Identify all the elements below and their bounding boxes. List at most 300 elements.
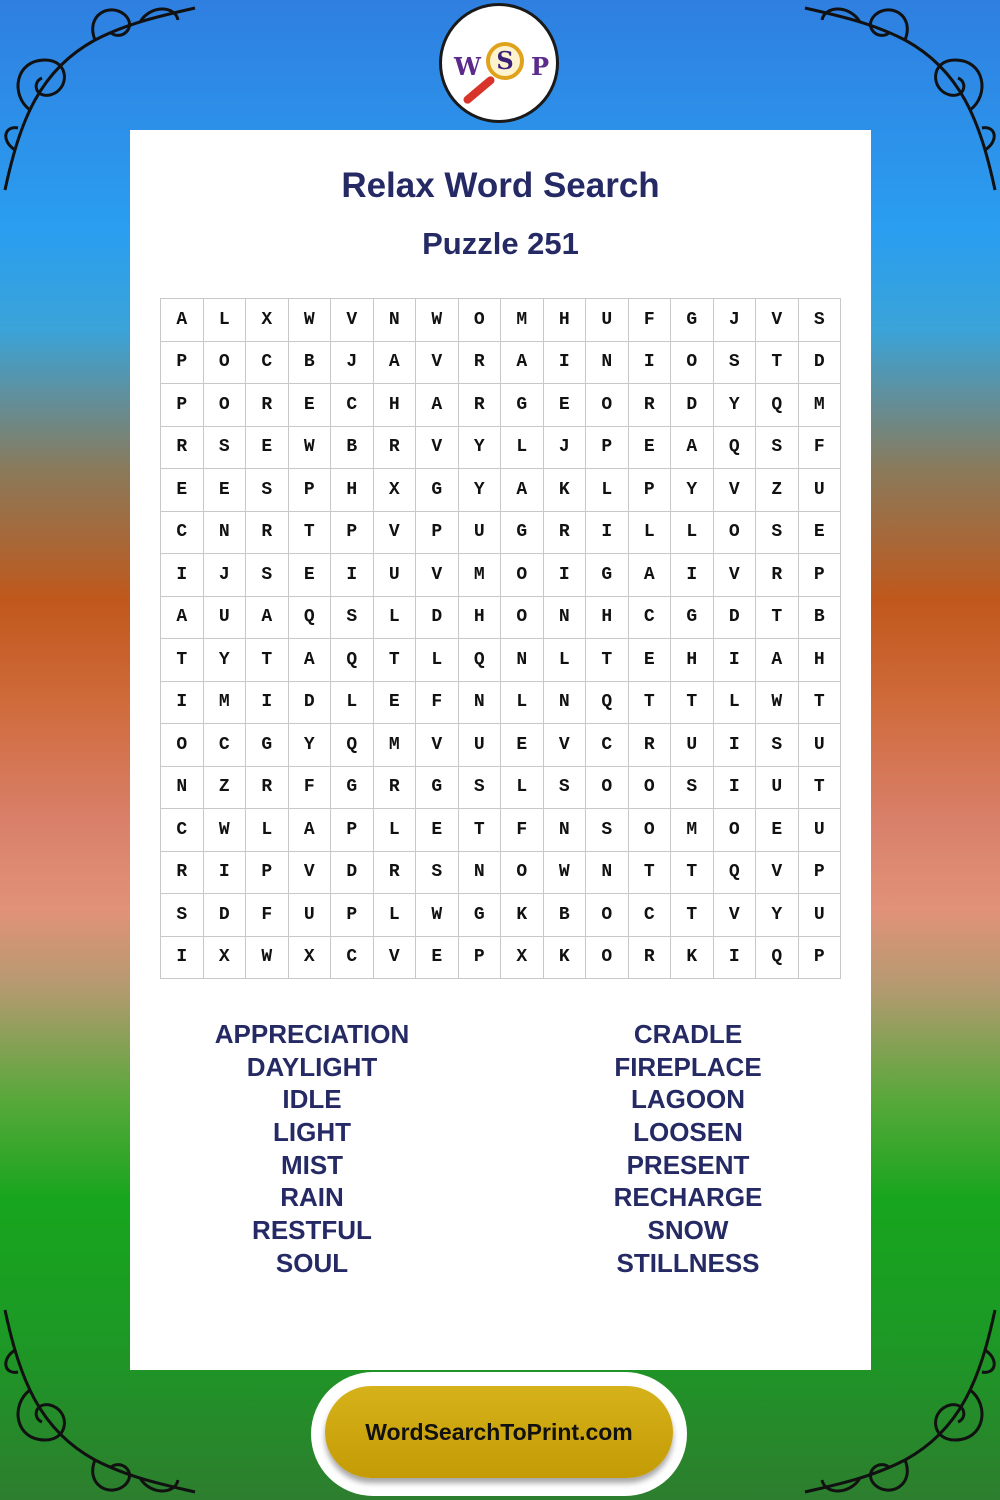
grid-cell[interactable]: R bbox=[246, 511, 289, 554]
grid-cell[interactable]: E bbox=[161, 469, 204, 512]
grid-cell[interactable]: Y bbox=[458, 426, 501, 469]
grid-cell[interactable]: R bbox=[628, 724, 671, 767]
grid-cell[interactable]: T bbox=[671, 894, 714, 937]
grid-cell[interactable]: L bbox=[373, 596, 416, 639]
grid-cell[interactable]: P bbox=[458, 936, 501, 979]
grid-cell[interactable]: Y bbox=[756, 894, 799, 937]
grid-cell[interactable]: J bbox=[713, 299, 756, 342]
grid-row bbox=[161, 511, 841, 554]
grid-cell[interactable]: L bbox=[246, 809, 289, 852]
grid-cell[interactable]: Z bbox=[203, 766, 246, 809]
grid-cell[interactable]: U bbox=[288, 894, 331, 937]
grid-cell[interactable]: H bbox=[543, 299, 586, 342]
grid-cell[interactable]: P bbox=[628, 469, 671, 512]
grid-cell[interactable]: Q bbox=[331, 639, 374, 682]
wsp-logo bbox=[439, 3, 559, 123]
word-list-item: LOOSEN bbox=[633, 1117, 743, 1148]
grid-cell[interactable]: R bbox=[628, 384, 671, 427]
grid-cell[interactable]: Y bbox=[671, 469, 714, 512]
grid-cell[interactable]: S bbox=[203, 426, 246, 469]
grid-cell[interactable]: B bbox=[331, 426, 374, 469]
grid-cell[interactable]: F bbox=[416, 681, 459, 724]
grid-cell[interactable]: I bbox=[331, 554, 374, 597]
grid-cell[interactable]: V bbox=[713, 554, 756, 597]
grid-row bbox=[161, 936, 841, 979]
grid-cell[interactable]: C bbox=[628, 894, 671, 937]
grid-cell[interactable]: P bbox=[798, 851, 841, 894]
word-list-item: SNOW bbox=[647, 1215, 729, 1246]
grid-cell[interactable]: I bbox=[161, 554, 204, 597]
grid-cell[interactable]: K bbox=[543, 469, 586, 512]
grid-cell[interactable]: U bbox=[756, 766, 799, 809]
grid-cell[interactable]: S bbox=[756, 511, 799, 554]
word-list-left bbox=[162, 1018, 462, 1280]
grid-cell[interactable]: M bbox=[671, 809, 714, 852]
grid-cell[interactable]: R bbox=[628, 936, 671, 979]
grid-cell[interactable]: O bbox=[586, 384, 629, 427]
grid-cell[interactable]: Q bbox=[586, 681, 629, 724]
grid-cell[interactable]: W bbox=[203, 809, 246, 852]
grid-cell[interactable]: T bbox=[798, 766, 841, 809]
grid-cell[interactable]: I bbox=[628, 341, 671, 384]
grid-cell[interactable]: H bbox=[671, 639, 714, 682]
grid-cell[interactable]: R bbox=[246, 384, 289, 427]
grid-cell[interactable]: D bbox=[416, 596, 459, 639]
grid-cell[interactable]: X bbox=[501, 936, 544, 979]
grid-cell[interactable]: L bbox=[713, 681, 756, 724]
grid-cell[interactable]: U bbox=[798, 894, 841, 937]
grid-cell[interactable]: W bbox=[543, 851, 586, 894]
grid-cell[interactable]: N bbox=[543, 809, 586, 852]
logo-letter-w: W bbox=[454, 52, 481, 81]
grid-cell[interactable]: V bbox=[416, 724, 459, 767]
grid-cell[interactable]: P bbox=[288, 469, 331, 512]
grid-cell[interactable]: C bbox=[331, 936, 374, 979]
grid-row bbox=[161, 851, 841, 894]
grid-cell[interactable]: U bbox=[373, 554, 416, 597]
grid-cell[interactable]: V bbox=[713, 469, 756, 512]
grid-cell[interactable]: V bbox=[756, 299, 799, 342]
grid-cell[interactable]: C bbox=[203, 724, 246, 767]
grid-cell[interactable]: A bbox=[373, 341, 416, 384]
grid-cell[interactable]: G bbox=[246, 724, 289, 767]
grid-cell[interactable]: R bbox=[373, 851, 416, 894]
word-list-item: MIST bbox=[280, 1149, 344, 1180]
grid-cell[interactable]: J bbox=[331, 341, 374, 384]
grid-cell[interactable]: E bbox=[628, 426, 671, 469]
grid-cell[interactable]: X bbox=[288, 936, 331, 979]
magnifier-icon bbox=[486, 42, 524, 80]
grid-cell[interactable]: Z bbox=[756, 469, 799, 512]
grid-cell[interactable]: M bbox=[501, 299, 544, 342]
grid-cell[interactable]: Q bbox=[331, 724, 374, 767]
grid-cell[interactable]: L bbox=[373, 809, 416, 852]
grid-cell[interactable]: U bbox=[798, 469, 841, 512]
grid-cell[interactable]: V bbox=[288, 851, 331, 894]
grid-cell[interactable]: S bbox=[756, 724, 799, 767]
word-list-item: CRADLE bbox=[633, 1019, 743, 1049]
grid-cell[interactable]: W bbox=[416, 894, 459, 937]
grid-row bbox=[161, 554, 841, 597]
grid-cell[interactable]: A bbox=[246, 596, 289, 639]
grid-cell[interactable]: E bbox=[501, 724, 544, 767]
grid-cell[interactable]: L bbox=[331, 681, 374, 724]
grid-cell[interactable]: B bbox=[288, 341, 331, 384]
grid-cell[interactable]: V bbox=[713, 894, 756, 937]
grid-cell[interactable]: C bbox=[161, 809, 204, 852]
grid-cell[interactable]: B bbox=[798, 596, 841, 639]
grid-cell[interactable]: G bbox=[671, 299, 714, 342]
grid-row bbox=[161, 341, 841, 384]
grid-cell[interactable]: D bbox=[203, 894, 246, 937]
grid-cell[interactable]: R bbox=[373, 766, 416, 809]
grid-cell[interactable]: L bbox=[543, 639, 586, 682]
grid-cell[interactable]: Q bbox=[713, 851, 756, 894]
grid-cell[interactable]: I bbox=[671, 554, 714, 597]
grid-cell[interactable]: E bbox=[246, 426, 289, 469]
grid-cell[interactable]: U bbox=[458, 511, 501, 554]
grid-cell[interactable]: S bbox=[246, 469, 289, 512]
grid-cell[interactable]: N bbox=[373, 299, 416, 342]
grid-cell[interactable]: F bbox=[288, 766, 331, 809]
grid-cell[interactable]: D bbox=[798, 341, 841, 384]
grid-cell[interactable]: O bbox=[501, 554, 544, 597]
grid-cell[interactable]: T bbox=[756, 341, 799, 384]
grid-cell[interactable]: V bbox=[543, 724, 586, 767]
grid-cell[interactable]: Y bbox=[713, 384, 756, 427]
grid-cell[interactable]: P bbox=[161, 341, 204, 384]
grid-cell[interactable]: W bbox=[288, 426, 331, 469]
grid-cell[interactable]: O bbox=[501, 596, 544, 639]
logo-letter-p: P bbox=[531, 52, 550, 81]
grid-cell[interactable]: F bbox=[501, 809, 544, 852]
grid-cell[interactable]: Q bbox=[756, 936, 799, 979]
grid-cell[interactable]: E bbox=[203, 469, 246, 512]
word-list-item: FIREPLACE bbox=[614, 1051, 762, 1082]
grid-cell[interactable]: Q bbox=[458, 639, 501, 682]
grid-cell[interactable]: E bbox=[798, 511, 841, 554]
grid-row bbox=[161, 426, 841, 469]
grid-cell[interactable]: D bbox=[713, 596, 756, 639]
grid-cell[interactable]: B bbox=[543, 894, 586, 937]
grid-cell[interactable]: E bbox=[288, 554, 331, 597]
page-title: Relax Word Search bbox=[341, 166, 660, 205]
grid-cell[interactable]: P bbox=[331, 894, 374, 937]
grid-cell[interactable]: F bbox=[246, 894, 289, 937]
grid-cell[interactable]: R bbox=[543, 511, 586, 554]
grid-cell[interactable]: N bbox=[543, 681, 586, 724]
grid-cell[interactable]: T bbox=[671, 681, 714, 724]
grid-cell[interactable]: A bbox=[161, 596, 204, 639]
grid-cell[interactable]: G bbox=[586, 554, 629, 597]
grid-cell[interactable]: V bbox=[416, 426, 459, 469]
grid-cell[interactable]: W bbox=[756, 681, 799, 724]
grid-cell[interactable]: U bbox=[798, 724, 841, 767]
grid-cell[interactable]: I bbox=[543, 341, 586, 384]
grid-cell[interactable]: G bbox=[458, 894, 501, 937]
grid-cell[interactable]: P bbox=[331, 511, 374, 554]
grid-cell[interactable]: T bbox=[628, 681, 671, 724]
grid-cell[interactable]: T bbox=[671, 851, 714, 894]
grid-cell[interactable]: N bbox=[458, 681, 501, 724]
grid-cell[interactable]: Q bbox=[713, 426, 756, 469]
grid-cell[interactable]: X bbox=[373, 469, 416, 512]
website-link-button[interactable]: WordSearchToPrint.com bbox=[325, 1386, 673, 1478]
grid-cell[interactable]: C bbox=[246, 341, 289, 384]
grid-cell[interactable]: L bbox=[416, 639, 459, 682]
grid-cell[interactable]: O bbox=[586, 894, 629, 937]
grid-cell[interactable]: A bbox=[416, 384, 459, 427]
grid-cell[interactable]: G bbox=[416, 766, 459, 809]
grid-cell[interactable]: U bbox=[586, 299, 629, 342]
grid-cell[interactable]: K bbox=[671, 936, 714, 979]
grid-cell[interactable]: J bbox=[543, 426, 586, 469]
grid-cell[interactable]: Y bbox=[288, 724, 331, 767]
grid-cell[interactable]: X bbox=[203, 936, 246, 979]
grid-cell[interactable]: U bbox=[203, 596, 246, 639]
logo-letter-s: S bbox=[496, 46, 514, 75]
grid-cell[interactable]: V bbox=[373, 936, 416, 979]
grid-cell[interactable]: L bbox=[501, 426, 544, 469]
grid-cell[interactable]: E bbox=[756, 809, 799, 852]
grid-cell[interactable]: E bbox=[416, 936, 459, 979]
grid-cell[interactable]: C bbox=[331, 384, 374, 427]
grid-cell[interactable]: K bbox=[501, 894, 544, 937]
grid-cell[interactable]: N bbox=[501, 639, 544, 682]
grid-cell[interactable]: O bbox=[713, 809, 756, 852]
grid-cell[interactable]: P bbox=[161, 384, 204, 427]
grid-cell[interactable]: P bbox=[331, 809, 374, 852]
grid-cell[interactable]: Y bbox=[458, 469, 501, 512]
grid-cell[interactable]: I bbox=[543, 554, 586, 597]
grid-cell[interactable]: M bbox=[373, 724, 416, 767]
grid-row bbox=[161, 299, 841, 342]
grid-cell[interactable]: N bbox=[586, 851, 629, 894]
grid-cell[interactable]: A bbox=[671, 426, 714, 469]
grid-cell[interactable]: U bbox=[458, 724, 501, 767]
grid-cell[interactable]: R bbox=[756, 554, 799, 597]
grid-cell[interactable]: E bbox=[416, 809, 459, 852]
grid-cell[interactable]: J bbox=[203, 554, 246, 597]
grid-cell[interactable]: R bbox=[458, 341, 501, 384]
grid-cell[interactable]: I bbox=[161, 681, 204, 724]
grid-cell[interactable]: S bbox=[331, 596, 374, 639]
grid-cell[interactable]: O bbox=[586, 936, 629, 979]
grid-cell[interactable]: P bbox=[798, 936, 841, 979]
grid-cell[interactable]: P bbox=[416, 511, 459, 554]
grid-row bbox=[161, 894, 841, 937]
footer-pill bbox=[311, 1372, 687, 1496]
word-list-item: RESTFUL bbox=[252, 1215, 372, 1246]
puzzle-sheet bbox=[130, 130, 871, 1370]
grid-row bbox=[161, 681, 841, 724]
grid-row bbox=[161, 596, 841, 639]
grid-cell[interactable]: O bbox=[628, 809, 671, 852]
grid-cell[interactable]: H bbox=[798, 639, 841, 682]
grid-cell[interactable]: O bbox=[501, 851, 544, 894]
grid-cell[interactable]: R bbox=[161, 851, 204, 894]
grid-cell[interactable]: S bbox=[416, 851, 459, 894]
grid-cell[interactable]: S bbox=[671, 766, 714, 809]
grid-cell[interactable]: N bbox=[203, 511, 246, 554]
grid-cell[interactable]: T bbox=[798, 681, 841, 724]
grid-cell[interactable]: F bbox=[628, 299, 671, 342]
word-list-item: LAGOON bbox=[630, 1084, 746, 1115]
grid-cell[interactable]: G bbox=[671, 596, 714, 639]
grid-cell[interactable]: O bbox=[628, 766, 671, 809]
word-list-item: SOUL bbox=[275, 1247, 349, 1278]
grid-cell[interactable]: E bbox=[543, 384, 586, 427]
grid-cell[interactable]: A bbox=[288, 809, 331, 852]
grid-cell[interactable]: V bbox=[756, 851, 799, 894]
letter-grid bbox=[160, 298, 841, 979]
grid-cell[interactable]: L bbox=[586, 469, 629, 512]
grid-cell[interactable]: O bbox=[458, 299, 501, 342]
grid-cell[interactable]: U bbox=[798, 809, 841, 852]
grid-cell[interactable]: O bbox=[203, 384, 246, 427]
grid-cell[interactable]: M bbox=[203, 681, 246, 724]
grid-cell[interactable]: L bbox=[373, 894, 416, 937]
grid-cell[interactable]: I bbox=[161, 936, 204, 979]
grid-cell[interactable]: P bbox=[586, 426, 629, 469]
grid-cell[interactable]: Q bbox=[756, 384, 799, 427]
grid-cell[interactable]: A bbox=[501, 341, 544, 384]
word-list-item: IDLE bbox=[282, 1084, 342, 1115]
grid-cell[interactable]: I bbox=[246, 681, 289, 724]
grid-cell[interactable]: Y bbox=[203, 639, 246, 682]
grid-cell[interactable]: R bbox=[246, 766, 289, 809]
grid-cell[interactable]: R bbox=[458, 384, 501, 427]
grid-cell[interactable]: E bbox=[628, 639, 671, 682]
word-list-right bbox=[538, 1018, 838, 1280]
grid-cell[interactable]: I bbox=[713, 766, 756, 809]
grid-cell[interactable]: O bbox=[671, 341, 714, 384]
grid-cell[interactable]: N bbox=[543, 596, 586, 639]
grid-cell[interactable]: G bbox=[416, 469, 459, 512]
grid-cell[interactable]: L bbox=[501, 766, 544, 809]
grid-cell[interactable]: I bbox=[586, 511, 629, 554]
grid-cell[interactable]: A bbox=[628, 554, 671, 597]
grid-cell[interactable]: N bbox=[458, 851, 501, 894]
grid-cell[interactable]: N bbox=[161, 766, 204, 809]
grid-cell[interactable]: H bbox=[373, 384, 416, 427]
grid-cell[interactable]: V bbox=[373, 511, 416, 554]
grid-cell[interactable]: H bbox=[458, 596, 501, 639]
word-list-item: RAIN bbox=[280, 1182, 344, 1213]
grid-cell[interactable]: L bbox=[501, 681, 544, 724]
grid-cell[interactable]: O bbox=[161, 724, 204, 767]
grid-cell[interactable]: V bbox=[331, 299, 374, 342]
grid-cell[interactable]: W bbox=[288, 299, 331, 342]
grid-cell[interactable]: S bbox=[543, 766, 586, 809]
grid-cell[interactable]: X bbox=[246, 299, 289, 342]
grid-cell[interactable]: C bbox=[628, 596, 671, 639]
grid-cell[interactable]: S bbox=[586, 809, 629, 852]
grid-cell[interactable]: N bbox=[586, 341, 629, 384]
grid-cell[interactable]: W bbox=[416, 299, 459, 342]
word-list-item: PRESENT bbox=[626, 1149, 750, 1180]
grid-cell[interactable]: S bbox=[756, 426, 799, 469]
grid-cell[interactable]: C bbox=[161, 511, 204, 554]
grid-row bbox=[161, 639, 841, 682]
grid-cell[interactable]: T bbox=[288, 511, 331, 554]
grid-cell[interactable]: E bbox=[288, 384, 331, 427]
grid-cell[interactable]: T bbox=[161, 639, 204, 682]
grid-cell[interactable]: L bbox=[628, 511, 671, 554]
grid-row bbox=[161, 809, 841, 852]
grid-cell[interactable]: T bbox=[246, 639, 289, 682]
grid-cell[interactable]: D bbox=[288, 681, 331, 724]
grid-cell[interactable]: L bbox=[671, 511, 714, 554]
word-list-item: STILLNESS bbox=[616, 1247, 760, 1278]
grid-cell[interactable]: R bbox=[161, 426, 204, 469]
grid-cell[interactable]: T bbox=[756, 596, 799, 639]
grid-row bbox=[161, 469, 841, 512]
word-list-item: LIGHT bbox=[273, 1117, 351, 1148]
grid-cell[interactable]: K bbox=[543, 936, 586, 979]
grid-cell[interactable]: H bbox=[331, 469, 374, 512]
grid-cell[interactable]: I bbox=[713, 936, 756, 979]
grid-cell[interactable]: D bbox=[331, 851, 374, 894]
grid-cell[interactable]: G bbox=[501, 384, 544, 427]
grid-cell[interactable]: S bbox=[458, 766, 501, 809]
grid-cell[interactable]: I bbox=[203, 851, 246, 894]
grid-cell[interactable]: M bbox=[458, 554, 501, 597]
grid-cell[interactable]: W bbox=[246, 936, 289, 979]
grid-cell[interactable]: A bbox=[161, 299, 204, 342]
word-list-item: APPRECIATION bbox=[214, 1019, 410, 1049]
grid-cell[interactable]: U bbox=[671, 724, 714, 767]
word-list-item: RECHARGE bbox=[613, 1182, 763, 1213]
grid-cell[interactable]: O bbox=[713, 511, 756, 554]
grid-cell[interactable]: A bbox=[756, 639, 799, 682]
grid-cell[interactable]: P bbox=[798, 554, 841, 597]
grid-cell[interactable]: M bbox=[798, 384, 841, 427]
grid-cell[interactable]: P bbox=[246, 851, 289, 894]
grid-row bbox=[161, 724, 841, 767]
grid-cell[interactable]: L bbox=[203, 299, 246, 342]
grid-cell[interactable]: O bbox=[203, 341, 246, 384]
grid-cell[interactable]: S bbox=[713, 341, 756, 384]
grid-cell[interactable]: T bbox=[586, 639, 629, 682]
grid-cell[interactable]: V bbox=[416, 554, 459, 597]
grid-cell[interactable]: E bbox=[373, 681, 416, 724]
grid-cell[interactable]: R bbox=[373, 426, 416, 469]
grid-cell[interactable]: G bbox=[501, 511, 544, 554]
grid-cell[interactable]: G bbox=[331, 766, 374, 809]
puzzle-number: Puzzle 251 bbox=[422, 226, 579, 261]
grid-row bbox=[161, 384, 841, 427]
grid-cell[interactable]: T bbox=[373, 639, 416, 682]
grid-cell[interactable]: H bbox=[586, 596, 629, 639]
grid-cell[interactable]: Q bbox=[288, 596, 331, 639]
grid-cell[interactable]: C bbox=[586, 724, 629, 767]
grid-cell[interactable]: S bbox=[798, 299, 841, 342]
grid-cell[interactable]: D bbox=[671, 384, 714, 427]
grid-cell[interactable]: A bbox=[501, 469, 544, 512]
grid-cell[interactable]: T bbox=[628, 851, 671, 894]
grid-cell[interactable]: O bbox=[586, 766, 629, 809]
grid-cell[interactable]: S bbox=[161, 894, 204, 937]
grid-cell[interactable]: I bbox=[713, 724, 756, 767]
grid-cell[interactable]: F bbox=[798, 426, 841, 469]
grid-cell[interactable]: A bbox=[288, 639, 331, 682]
grid-row bbox=[161, 766, 841, 809]
grid-cell[interactable]: T bbox=[458, 809, 501, 852]
grid-cell[interactable]: S bbox=[246, 554, 289, 597]
grid-cell[interactable]: V bbox=[416, 341, 459, 384]
grid-cell[interactable]: I bbox=[713, 639, 756, 682]
